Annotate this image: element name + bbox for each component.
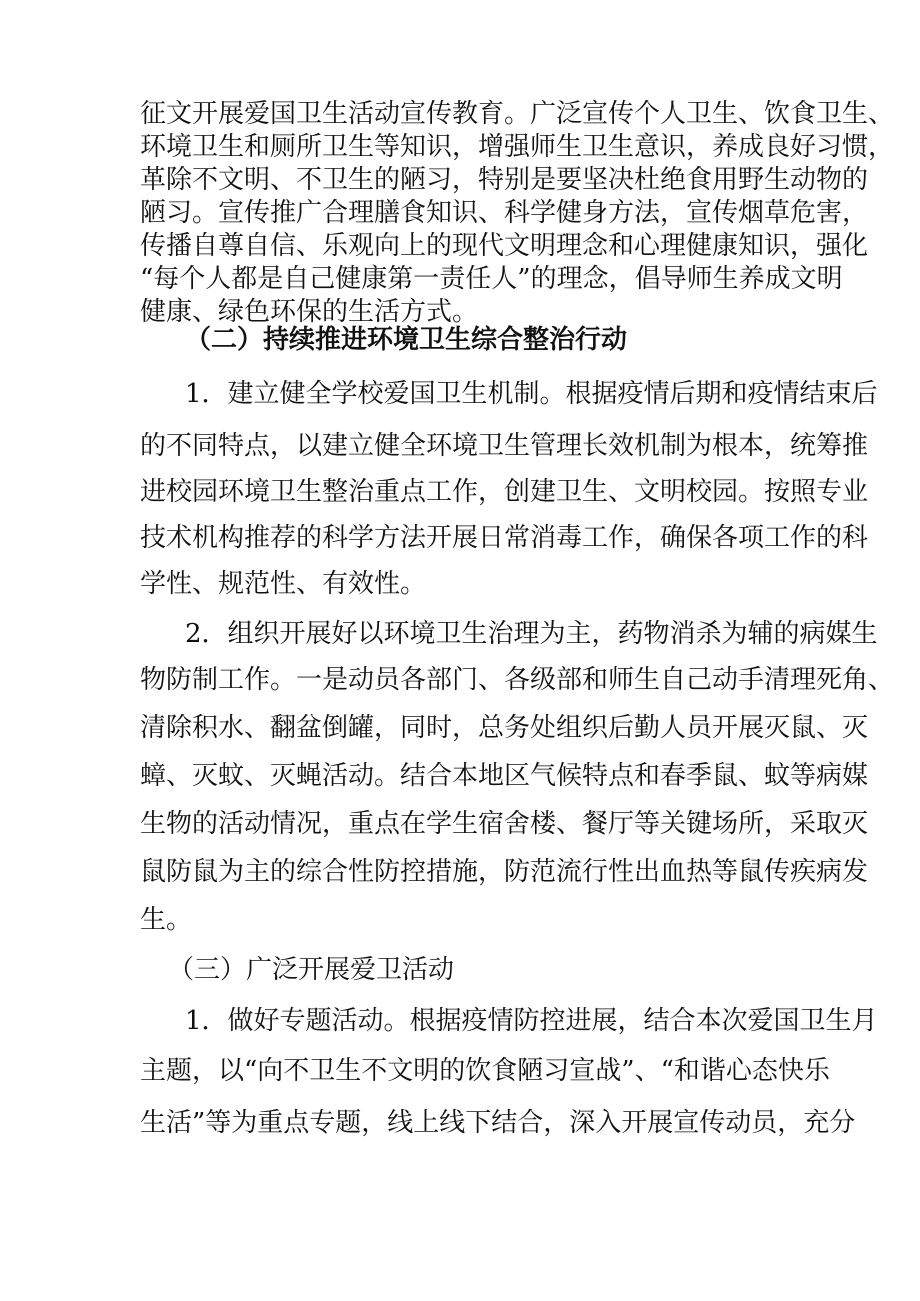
paragraph-line: 鼠防鼠为主的综合性防控措施，防范流行性出血热等鼠传疾病发 — [140, 857, 869, 887]
paragraph-line: 生活”等为重点专题，线上线下结合，深入开展宣传动员，充分 — [140, 1108, 856, 1138]
paragraph-line: 进校园环境卫生整治重点工作，创建卫生、文明校园。按照专业 — [140, 477, 869, 507]
paragraph-line: 蟑、灭蚊、灭蝇活动。结合本地区气候特点和春季鼠、蚊等病媒 — [140, 761, 869, 791]
paragraph-line: 技术机构推荐的科学方法开展日常消毒工作，确保各项工作的科 — [140, 523, 869, 553]
paragraph-line: 1．建立健全学校爱国卫生机制。根据疫情后期和疫情结束后 — [185, 379, 878, 409]
paragraph-line: 主题，以“向不卫生不文明的饮食陋习宣战”、“和谐心态快乐 — [140, 1056, 830, 1086]
paragraph-line: 革除不文明、不卫生的陋习，特别是要坚决杜绝食用野生动物的 — [140, 165, 869, 195]
paragraph-line: 清除积水、翻盆倒罐，同时，总务处组织后勤人员开展灭鼠、灭 — [140, 713, 869, 743]
paragraph-line: 征文开展爱国卫生活动宣传教育。广泛宣传个人卫生、饮食卫生、 — [140, 99, 895, 129]
paragraph-line: “每个人都是自己健康第一责任人”的理念，倡导师生养成文明 — [140, 264, 843, 294]
paragraph-line: 学性、规范性、有效性。 — [140, 569, 427, 599]
section-heading: （二）持续推进环境卫生综合整治行动 — [185, 325, 628, 355]
paragraph-line: 健康、绿色环保的生活方式。 — [140, 297, 479, 327]
paragraph-line: 生。 — [140, 905, 193, 935]
paragraph-line: 生物的活动情况，重点在学生宿舍楼、餐厅等关键场所，采取灭 — [140, 809, 869, 839]
paragraph-line: 2．组织开展好以环境卫生治理为主，药物消杀为辅的病媒生 — [185, 619, 878, 649]
paragraph-line: 传播自尊自信、乐观向上的现代文明理念和心理健康知识，强化 — [140, 231, 869, 261]
paragraph-line: 的不同特点，以建立健全环境卫生管理长效机制为根本，统筹推 — [140, 431, 869, 461]
section-heading: （三）广泛开展爱卫活动 — [168, 955, 455, 985]
paragraph-line: 物防制工作。一是动员各部门、各级部和师生自己动手清理死角、 — [140, 665, 895, 695]
paragraph-line: 1．做好专题活动。根据疫情防控进展，结合本次爱国卫生月 — [185, 1006, 878, 1036]
paragraph-line: 环境卫生和厕所卫生等知识，增强师生卫生意识，养成良好习惯， — [140, 132, 895, 162]
paragraph-line: 陋习。宣传推广合理膳食知识、科学健身方法，宣传烟草危害， — [140, 198, 869, 228]
